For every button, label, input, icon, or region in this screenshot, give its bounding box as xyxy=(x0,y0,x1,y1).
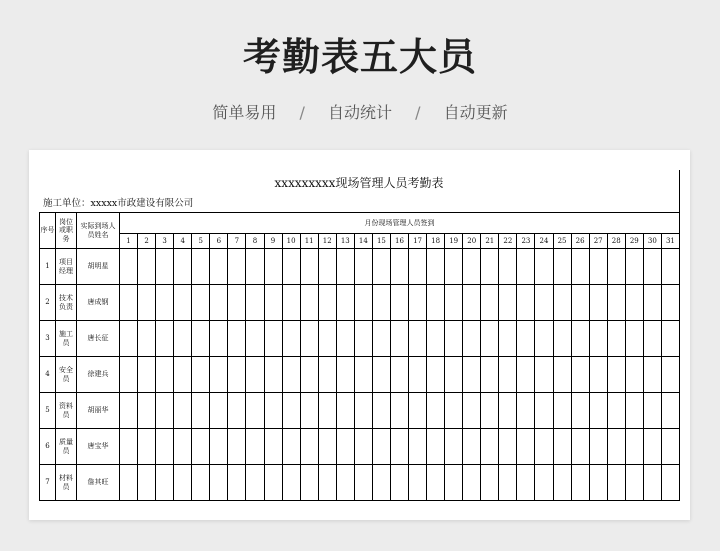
day-header: 21 xyxy=(481,234,499,249)
sign-cell[interactable] xyxy=(409,285,427,321)
sign-cell[interactable] xyxy=(354,249,372,285)
row-seq: 3 xyxy=(40,321,56,357)
header-sign-group: 月份现场管理人员签到 xyxy=(120,213,680,234)
sign-cell[interactable] xyxy=(354,393,372,429)
sign-cell[interactable] xyxy=(427,285,445,321)
sign-cell[interactable] xyxy=(156,393,174,429)
sign-cell[interactable] xyxy=(535,357,553,393)
day-header: 27 xyxy=(589,234,607,249)
day-header: 25 xyxy=(553,234,571,249)
sign-cell[interactable] xyxy=(228,285,246,321)
row-name: 胡明星 xyxy=(77,249,120,285)
row-seq: 7 xyxy=(40,465,56,501)
sign-cell[interactable] xyxy=(517,321,535,357)
sign-cell[interactable] xyxy=(264,249,282,285)
day-header: 29 xyxy=(625,234,643,249)
sign-cell[interactable] xyxy=(427,429,445,465)
sign-cell[interactable] xyxy=(246,357,264,393)
sign-cell[interactable] xyxy=(445,429,463,465)
sign-cell[interactable] xyxy=(607,357,625,393)
table-row xyxy=(40,357,680,393)
feature-separator: / xyxy=(415,103,421,122)
sign-cell[interactable] xyxy=(264,321,282,357)
sign-cell[interactable] xyxy=(318,393,336,429)
sign-cell[interactable] xyxy=(264,393,282,429)
sign-cell[interactable] xyxy=(300,465,318,501)
sign-cell[interactable] xyxy=(192,465,210,501)
sign-cell[interactable] xyxy=(661,429,679,465)
sign-cell[interactable] xyxy=(661,321,679,357)
sign-cell[interactable] xyxy=(607,465,625,501)
sign-cell[interactable] xyxy=(354,357,372,393)
day-header: 18 xyxy=(427,234,445,249)
sign-cell[interactable] xyxy=(643,321,661,357)
sign-cell[interactable] xyxy=(210,393,228,429)
sign-cell[interactable] xyxy=(336,393,354,429)
sign-cell[interactable] xyxy=(517,429,535,465)
sign-cell[interactable] xyxy=(120,321,138,357)
sign-cell[interactable] xyxy=(625,465,643,501)
sign-cell[interactable] xyxy=(192,249,210,285)
sign-cell[interactable] xyxy=(535,249,553,285)
sign-cell[interactable] xyxy=(427,465,445,501)
sign-cell[interactable] xyxy=(481,285,499,321)
sign-cell[interactable] xyxy=(282,249,300,285)
table-row xyxy=(40,249,680,285)
sign-cell[interactable] xyxy=(138,393,156,429)
sign-cell[interactable] xyxy=(210,357,228,393)
sign-cell[interactable] xyxy=(282,285,300,321)
sign-cell[interactable] xyxy=(445,465,463,501)
sign-cell[interactable] xyxy=(138,321,156,357)
sign-cell[interactable] xyxy=(499,285,517,321)
sign-cell[interactable] xyxy=(445,285,463,321)
sign-cell[interactable] xyxy=(228,321,246,357)
attendance-sheet xyxy=(29,150,690,520)
sign-cell[interactable] xyxy=(174,357,192,393)
day-header: 13 xyxy=(336,234,354,249)
day-header: 14 xyxy=(354,234,372,249)
sign-cell[interactable] xyxy=(571,249,589,285)
day-header: 24 xyxy=(535,234,553,249)
construction-unit: 施工单位：xxxxx市政建设有限公司 xyxy=(43,198,194,209)
feature-auto-update: 自动更新 xyxy=(443,103,508,122)
sign-cell[interactable] xyxy=(607,393,625,429)
sign-cell[interactable] xyxy=(264,429,282,465)
sign-cell[interactable] xyxy=(156,249,174,285)
sign-cell[interactable] xyxy=(354,285,372,321)
feature-auto-stats: 自动统计 xyxy=(327,103,392,122)
day-header: 16 xyxy=(390,234,408,249)
header-name: 实际到场人员姓名 xyxy=(77,213,120,249)
day-header: 26 xyxy=(571,234,589,249)
day-header: 31 xyxy=(661,234,679,249)
row-name: 唐宝华 xyxy=(77,429,120,465)
sign-cell[interactable] xyxy=(463,249,481,285)
sign-cell[interactable] xyxy=(228,465,246,501)
day-header: 5 xyxy=(192,234,210,249)
sign-cell[interactable] xyxy=(372,321,390,357)
sign-cell[interactable] xyxy=(553,249,571,285)
row-seq: 4 xyxy=(40,357,56,393)
day-header: 8 xyxy=(246,234,264,249)
sign-cell[interactable] xyxy=(156,321,174,357)
sign-cell[interactable] xyxy=(390,285,408,321)
sign-cell[interactable] xyxy=(409,465,427,501)
day-header: 3 xyxy=(156,234,174,249)
sign-cell[interactable] xyxy=(282,429,300,465)
sign-cell[interactable] xyxy=(174,393,192,429)
sign-cell[interactable] xyxy=(607,429,625,465)
sign-cell[interactable] xyxy=(643,393,661,429)
sign-cell[interactable] xyxy=(571,429,589,465)
sign-cell[interactable] xyxy=(463,465,481,501)
sign-cell[interactable] xyxy=(427,393,445,429)
sign-cell[interactable] xyxy=(553,285,571,321)
header-position: 岗位或职务 xyxy=(56,213,77,249)
table-row xyxy=(40,465,680,501)
sign-cell[interactable] xyxy=(192,321,210,357)
sign-cell[interactable] xyxy=(643,465,661,501)
sign-cell[interactable] xyxy=(372,285,390,321)
sign-cell[interactable] xyxy=(336,321,354,357)
sign-cell[interactable] xyxy=(138,465,156,501)
sign-cell[interactable] xyxy=(192,393,210,429)
row-name: 胡丽华 xyxy=(77,393,120,429)
sign-cell[interactable] xyxy=(282,321,300,357)
sign-cell[interactable] xyxy=(354,465,372,501)
sign-cell[interactable] xyxy=(300,393,318,429)
sign-cell[interactable] xyxy=(372,429,390,465)
sign-cell[interactable] xyxy=(607,285,625,321)
sign-cell[interactable] xyxy=(120,393,138,429)
sign-cell[interactable] xyxy=(228,357,246,393)
sign-cell[interactable] xyxy=(372,393,390,429)
sign-cell[interactable] xyxy=(553,429,571,465)
sign-cell[interactable] xyxy=(246,321,264,357)
sign-cell[interactable] xyxy=(318,249,336,285)
sign-cell[interactable] xyxy=(589,393,607,429)
header-row xyxy=(40,213,680,234)
sign-cell[interactable] xyxy=(589,249,607,285)
row-position: 安全员 xyxy=(56,357,77,393)
day-header: 11 xyxy=(300,234,318,249)
sign-cell[interactable] xyxy=(499,393,517,429)
sheet-title: xxxxxxxxx现场管理人员考勤表 xyxy=(274,176,444,190)
sign-cell[interactable] xyxy=(336,357,354,393)
day-header: 1 xyxy=(120,234,138,249)
day-header: 20 xyxy=(463,234,481,249)
sign-cell[interactable] xyxy=(463,285,481,321)
sign-cell[interactable] xyxy=(481,321,499,357)
sign-cell[interactable] xyxy=(138,429,156,465)
sign-cell[interactable] xyxy=(463,393,481,429)
day-header-row xyxy=(40,234,680,249)
sign-cell[interactable] xyxy=(264,285,282,321)
row-position: 技术负责 xyxy=(56,285,77,321)
row-position: 施工员 xyxy=(56,321,77,357)
sign-cell[interactable] xyxy=(300,357,318,393)
sign-cell[interactable] xyxy=(174,429,192,465)
sign-cell[interactable] xyxy=(354,321,372,357)
row-position: 项目经理 xyxy=(56,249,77,285)
sign-cell[interactable] xyxy=(372,357,390,393)
day-header: 4 xyxy=(174,234,192,249)
sign-cell[interactable] xyxy=(174,285,192,321)
day-header: 15 xyxy=(372,234,390,249)
sign-cell[interactable] xyxy=(517,249,535,285)
sign-cell[interactable] xyxy=(589,429,607,465)
sign-cell[interactable] xyxy=(192,429,210,465)
sign-cell[interactable] xyxy=(589,465,607,501)
sign-cell[interactable] xyxy=(661,465,679,501)
header-seq: 序号 xyxy=(40,213,56,249)
sign-cell[interactable] xyxy=(300,249,318,285)
sign-cell[interactable] xyxy=(390,357,408,393)
sign-cell[interactable] xyxy=(445,321,463,357)
day-header: 23 xyxy=(517,234,535,249)
sign-cell[interactable] xyxy=(499,429,517,465)
hero-title: 考勤表五大员 xyxy=(242,35,477,79)
sheet-border-line xyxy=(679,170,680,213)
day-header: 19 xyxy=(445,234,463,249)
sign-cell[interactable] xyxy=(571,321,589,357)
row-name: 詹其旺 xyxy=(77,465,120,501)
sign-cell[interactable] xyxy=(553,357,571,393)
sign-cell[interactable] xyxy=(174,465,192,501)
row-name: 唐成钢 xyxy=(77,285,120,321)
sign-cell[interactable] xyxy=(409,249,427,285)
sign-cell[interactable] xyxy=(228,429,246,465)
sign-cell[interactable] xyxy=(481,429,499,465)
sign-cell[interactable] xyxy=(390,321,408,357)
sign-cell[interactable] xyxy=(390,465,408,501)
sign-cell[interactable] xyxy=(481,465,499,501)
sign-cell[interactable] xyxy=(661,285,679,321)
sign-cell[interactable] xyxy=(156,357,174,393)
sign-cell[interactable] xyxy=(517,465,535,501)
day-header: 17 xyxy=(409,234,427,249)
sign-cell[interactable] xyxy=(138,249,156,285)
sign-cell[interactable] xyxy=(535,285,553,321)
row-position: 资料员 xyxy=(56,393,77,429)
sign-cell[interactable] xyxy=(553,393,571,429)
sign-cell[interactable] xyxy=(156,465,174,501)
sign-cell[interactable] xyxy=(354,429,372,465)
sign-cell[interactable] xyxy=(372,465,390,501)
sign-cell[interactable] xyxy=(120,249,138,285)
sign-cell[interactable] xyxy=(336,465,354,501)
row-position: 材料员 xyxy=(56,465,77,501)
sign-cell[interactable] xyxy=(661,393,679,429)
sign-cell[interactable] xyxy=(390,429,408,465)
sign-cell[interactable] xyxy=(535,321,553,357)
sign-cell[interactable] xyxy=(445,393,463,429)
sign-cell[interactable] xyxy=(571,393,589,429)
sign-cell[interactable] xyxy=(192,285,210,321)
feature-easy: 简单易用 xyxy=(212,103,277,122)
sign-cell[interactable] xyxy=(318,321,336,357)
day-header: 10 xyxy=(282,234,300,249)
sign-cell[interactable] xyxy=(210,429,228,465)
row-seq: 2 xyxy=(40,285,56,321)
sign-cell[interactable] xyxy=(409,429,427,465)
day-header: 22 xyxy=(499,234,517,249)
sign-cell[interactable] xyxy=(571,285,589,321)
sign-cell[interactable] xyxy=(517,393,535,429)
sign-cell[interactable] xyxy=(210,285,228,321)
day-header: 9 xyxy=(264,234,282,249)
sign-cell[interactable] xyxy=(625,393,643,429)
sign-cell[interactable] xyxy=(264,465,282,501)
sign-cell[interactable] xyxy=(174,249,192,285)
row-name: 徐建兵 xyxy=(77,357,120,393)
sign-cell[interactable] xyxy=(228,249,246,285)
sign-cell[interactable] xyxy=(246,429,264,465)
sign-cell[interactable] xyxy=(300,429,318,465)
sign-cell[interactable] xyxy=(156,285,174,321)
sign-cell[interactable] xyxy=(625,249,643,285)
sign-cell[interactable] xyxy=(625,321,643,357)
sign-cell[interactable] xyxy=(120,285,138,321)
row-seq: 6 xyxy=(40,429,56,465)
sign-cell[interactable] xyxy=(156,429,174,465)
sign-cell[interactable] xyxy=(643,285,661,321)
sign-cell[interactable] xyxy=(445,249,463,285)
sign-cell[interactable] xyxy=(120,465,138,501)
sign-cell[interactable] xyxy=(463,321,481,357)
sign-cell[interactable] xyxy=(571,357,589,393)
sign-cell[interactable] xyxy=(120,357,138,393)
sign-cell[interactable] xyxy=(625,357,643,393)
sign-cell[interactable] xyxy=(445,357,463,393)
sign-cell[interactable] xyxy=(138,285,156,321)
sign-cell[interactable] xyxy=(282,465,300,501)
sign-cell[interactable] xyxy=(427,321,445,357)
sign-cell[interactable] xyxy=(643,249,661,285)
table-row xyxy=(40,429,680,465)
sign-cell[interactable] xyxy=(607,321,625,357)
sign-cell[interactable] xyxy=(246,285,264,321)
sign-cell[interactable] xyxy=(336,285,354,321)
day-header: 30 xyxy=(643,234,661,249)
sign-cell[interactable] xyxy=(300,321,318,357)
sign-cell[interactable] xyxy=(282,357,300,393)
table-row xyxy=(40,393,680,429)
sign-cell[interactable] xyxy=(499,357,517,393)
sign-cell[interactable] xyxy=(390,393,408,429)
sign-cell[interactable] xyxy=(481,357,499,393)
sign-cell[interactable] xyxy=(535,393,553,429)
table-row xyxy=(40,321,680,357)
sign-cell[interactable] xyxy=(427,249,445,285)
sign-cell[interactable] xyxy=(318,285,336,321)
sign-cell[interactable] xyxy=(535,465,553,501)
sign-cell[interactable] xyxy=(138,357,156,393)
sign-cell[interactable] xyxy=(589,285,607,321)
sign-cell[interactable] xyxy=(174,321,192,357)
sign-cell[interactable] xyxy=(427,357,445,393)
row-seq: 5 xyxy=(40,393,56,429)
row-name: 唐长征 xyxy=(77,321,120,357)
day-header: 12 xyxy=(318,234,336,249)
sign-cell[interactable] xyxy=(409,357,427,393)
sign-cell[interactable] xyxy=(553,465,571,501)
sign-cell[interactable] xyxy=(661,357,679,393)
sign-cell[interactable] xyxy=(264,357,282,393)
sign-cell[interactable] xyxy=(607,249,625,285)
sign-cell[interactable] xyxy=(499,249,517,285)
sign-cell[interactable] xyxy=(625,429,643,465)
sign-cell[interactable] xyxy=(661,249,679,285)
sign-cell[interactable] xyxy=(300,285,318,321)
sign-cell[interactable] xyxy=(246,393,264,429)
sign-cell[interactable] xyxy=(228,393,246,429)
day-header: 2 xyxy=(138,234,156,249)
day-header: 28 xyxy=(607,234,625,249)
sign-cell[interactable] xyxy=(517,357,535,393)
sign-cell[interactable] xyxy=(246,249,264,285)
sign-cell[interactable] xyxy=(517,285,535,321)
sign-cell[interactable] xyxy=(463,357,481,393)
sign-cell[interactable] xyxy=(372,249,390,285)
sign-cell[interactable] xyxy=(625,285,643,321)
feature-bar xyxy=(0,100,720,123)
feature-separator: / xyxy=(299,103,305,122)
sign-cell[interactable] xyxy=(210,249,228,285)
sign-cell[interactable] xyxy=(192,357,210,393)
sign-cell[interactable] xyxy=(120,429,138,465)
sign-cell[interactable] xyxy=(336,249,354,285)
sign-cell[interactable] xyxy=(589,321,607,357)
sign-cell[interactable] xyxy=(481,249,499,285)
sign-cell[interactable] xyxy=(210,321,228,357)
row-seq: 1 xyxy=(40,249,56,285)
sign-cell[interactable] xyxy=(210,465,228,501)
sign-cell[interactable] xyxy=(282,393,300,429)
sign-cell[interactable] xyxy=(318,429,336,465)
sign-cell[interactable] xyxy=(463,429,481,465)
sign-cell[interactable] xyxy=(535,429,553,465)
day-header: 6 xyxy=(210,234,228,249)
sign-cell[interactable] xyxy=(553,321,571,357)
sign-cell[interactable] xyxy=(481,393,499,429)
sign-cell[interactable] xyxy=(318,465,336,501)
table-row xyxy=(40,285,680,321)
sign-cell[interactable] xyxy=(390,249,408,285)
row-position: 质量员 xyxy=(56,429,77,465)
sign-cell[interactable] xyxy=(499,465,517,501)
sign-cell[interactable] xyxy=(318,357,336,393)
sign-cell[interactable] xyxy=(409,321,427,357)
attendance-table xyxy=(39,212,680,501)
sign-cell[interactable] xyxy=(336,429,354,465)
sign-cell[interactable] xyxy=(643,429,661,465)
sign-cell[interactable] xyxy=(409,393,427,429)
sign-cell[interactable] xyxy=(499,321,517,357)
sign-cell[interactable] xyxy=(643,357,661,393)
sign-cell[interactable] xyxy=(246,465,264,501)
day-header: 7 xyxy=(228,234,246,249)
sign-cell[interactable] xyxy=(589,357,607,393)
sign-cell[interactable] xyxy=(571,465,589,501)
